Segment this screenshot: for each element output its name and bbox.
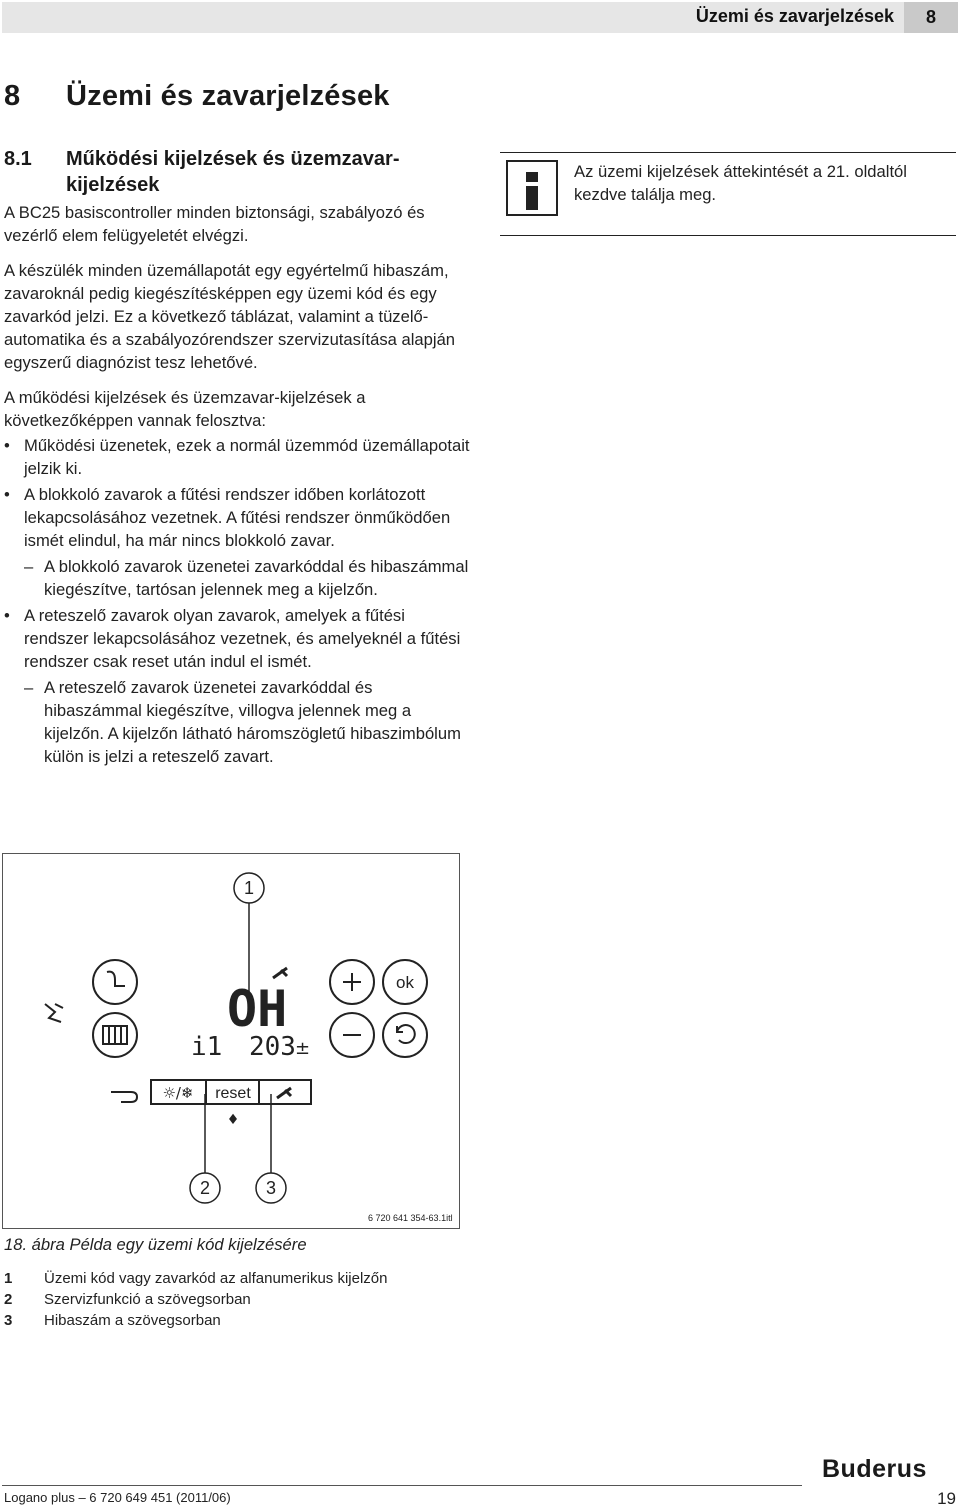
ok-label: ok [396, 973, 414, 992]
legend-row [4, 1270, 387, 1287]
bullet-item [4, 483, 474, 552]
reset-label: reset [215, 1085, 251, 1102]
header-chapter-chip: 8 [904, 2, 958, 33]
wrench-icon [273, 968, 287, 978]
info-icon [506, 160, 558, 216]
dash-mark: – [24, 557, 34, 576]
dash-item [4, 555, 474, 601]
legend-text: Üzemi kód vagy zavarkód az alfanumerikus kijelzőn [44, 1270, 388, 1287]
display [191, 968, 310, 1062]
figure-code: 6 720 641 354-63.1itl [368, 1213, 453, 1223]
dash-text: A blokkoló zavarok üzenetei zavarkóddal és hibaszámmal kiegészítve, tartósan jelennek meg a kijelzőn. [44, 557, 469, 599]
page-number: 19 [937, 1489, 956, 1508]
plus-button [330, 960, 374, 1004]
heating-button [93, 1013, 137, 1057]
figure-caption: 18. ábra Példa egy üzemi kód kijelzésére [4, 1235, 307, 1254]
display-left-code: i1 [191, 1032, 223, 1062]
flame-symbol: ± [295, 1038, 311, 1059]
left-column [4, 201, 474, 768]
legend-number: 2 [4, 1291, 13, 1308]
section-heading [4, 146, 466, 198]
info-box-top-rule [500, 152, 956, 153]
bullet-mark: • [4, 485, 10, 504]
hand-pointer-icon [111, 1092, 137, 1102]
chapter-number: 8 [4, 80, 21, 112]
info-box-bottom-rule [500, 235, 956, 236]
paragraph: A BC25 basiscontroller minden biztonsági, szabályozó és vezérlő elem felügyeletét elvégzi. [4, 203, 425, 245]
back-button [383, 1013, 427, 1057]
bullet-item [4, 604, 474, 673]
brand-logo: Buderus [822, 1455, 927, 1483]
hot-water-button [93, 960, 137, 1004]
minus-button [330, 1013, 374, 1057]
section-title: Működési kijelzések és üzemzavar-kijelzések [66, 148, 400, 196]
legend-number: 3 [4, 1312, 13, 1329]
bullet-text: Működési üzenetek, ezek a normál üzemmód üzemállapotait jelzik ki. [24, 436, 470, 478]
info-text: Az üzemi kijelzések áttekintését a 21. oldaltól kezdve találja meg. [574, 162, 907, 204]
legend-row [4, 1291, 251, 1308]
footer-doc: Logano plus – 6 720 649 451 (2011/06) [4, 1490, 231, 1505]
chimney-sweep-icon [45, 1004, 63, 1022]
paragraph: A működési kijelzések és üzemzavar-kijelzések a következőképpen vannak felosztva: [4, 388, 366, 430]
header-title: Üzemi és zavarjelzések [695, 6, 894, 26]
chapter-title: Üzemi és zavarjelzések [66, 80, 390, 112]
callout-2-label: 2 [199, 1178, 211, 1198]
sun-snow-icon: ☼/❄ [162, 1084, 194, 1102]
legend-number: 1 [4, 1270, 13, 1287]
control-panel-figure [2, 853, 460, 1229]
dash-item [4, 676, 474, 768]
bullet-mark: • [4, 606, 10, 625]
legend-text: Szervizfunkció a szövegsorban [44, 1291, 251, 1308]
legend-row [4, 1312, 221, 1329]
service-wrench-icon [277, 1088, 291, 1098]
bullet-mark: • [4, 436, 10, 455]
dash-text: A reteszelő zavarok üzenetei zavarkóddal és hibaszámmal kiegészítve, villogva jelennek meg a kijelzőn. A kijelzőn látható háromszögletű hibaszimbólum külön is jelzi a reteszelő zavart. [44, 678, 461, 766]
dash-mark: – [24, 678, 34, 697]
bullet-text: A blokkoló zavarok a fűtési rendszer időben korlátozott lekapcsolásához vezetnek. A fűtési rendszer önműködően ismét elindul, ha már nincs blokkoló zavar. [24, 485, 451, 550]
bullet-item [4, 434, 474, 480]
legend-text: Hibaszám a szövegsorban [44, 1312, 221, 1329]
paragraph: A készülék minden üzemállapotát egy egyértelmű hibaszám, zavaroknál pedig kiegészítésképpen egy üzemi kód és egy zavarkód jelzi. Ez a következő táblázat, valamint a tüzelő-automatika és a szabályozórendszer szervizutasítása alapján egyszerű diagnózist tesz lehetővé. [4, 261, 456, 372]
section-number: 8.1 [4, 148, 32, 170]
display-main-code: OH [227, 980, 288, 1038]
bullet-text: A reteszelő zavarok olyan zavarok, amelyek a fűtési rendszer lekapcsolásához vezetnek, és amelyeknél a fűtési rendszer csak reset után indul el ismét. [24, 606, 461, 671]
callout-1-label: 1 [243, 878, 255, 898]
display-right-code: 203 [249, 1032, 296, 1062]
footer-rule [2, 1485, 802, 1486]
chapter-heading [4, 80, 390, 113]
callout-3-label: 3 [265, 1178, 277, 1198]
flame-icon: ♦ [226, 1112, 240, 1128]
